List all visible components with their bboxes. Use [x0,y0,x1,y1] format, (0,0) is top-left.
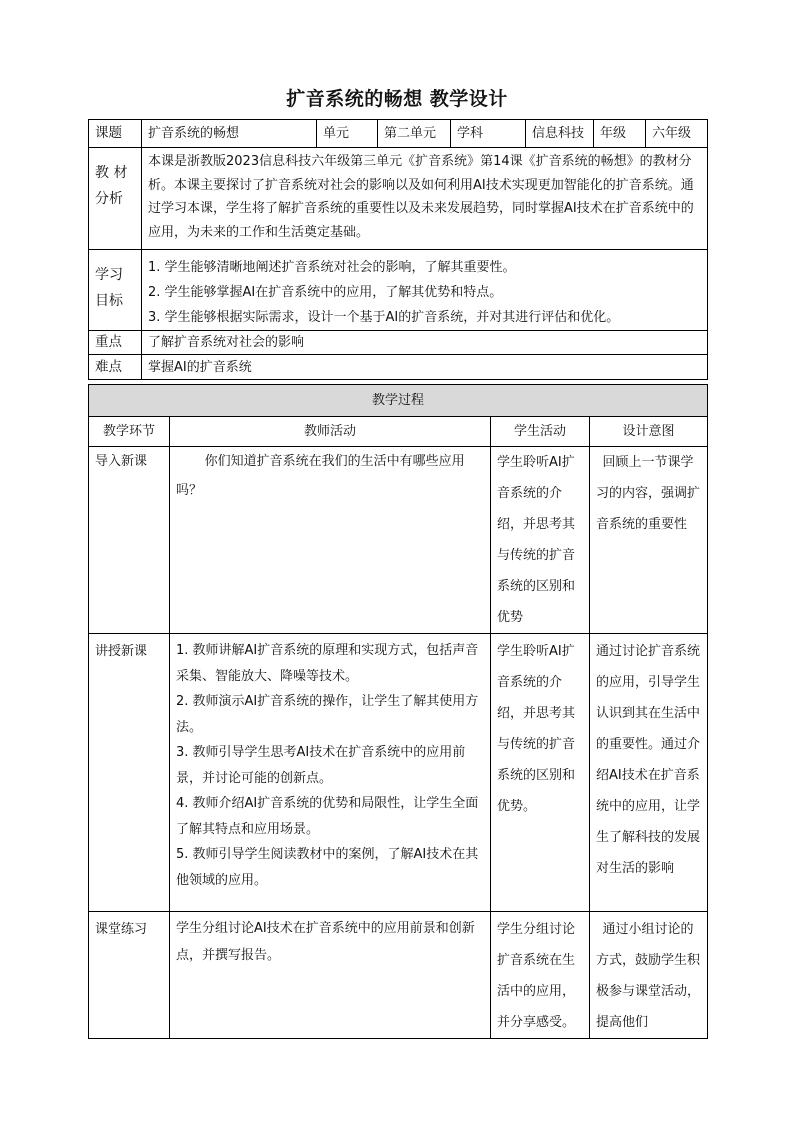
goal-item: 1. 学生能够清晰地阐述扩音系统对社会的影响，了解其重要性。 [148,260,516,275]
column-header: 教学环节 [89,417,170,447]
table-row [89,912,708,1039]
unit-label: 单元 [317,120,378,148]
teacher-activity-cell [170,447,491,634]
unit-value: 第二单元 [378,120,451,148]
goal-item: 3. 学生能够根据实际需求，设计一个基于AI的扩音系统，并对其进行评估和优化。 [148,310,620,325]
teacher-activity-item: 4. 教师介绍AI扩音系统的优势和局限性，让学生全面了解其特点和应用场景。 [176,796,479,837]
document-title: 扩音系统的畅想 教学设计 [286,88,508,110]
key-label: 重点 [89,331,142,355]
difficulty-label: 难点 [89,355,142,380]
analysis-label: 教 材 分析 [89,148,142,250]
goals-list [142,250,708,331]
grade-value: 六年级 [646,120,708,148]
teacher-activity-item: 5. 教师引导学生阅读教材中的案例，了解AI技术在其他领域的应用。 [176,847,479,888]
goal-item: 2. 学生能够掌握AI在扩音系统中的应用，了解其优势和特点。 [148,285,503,300]
stage-cell: 课堂练习 [89,912,170,1039]
student-activity-cell: 学生聆听AI扩音系统的介绍，并思考其与传统的扩音系统的区别和优势 [491,447,590,634]
grade-label: 年级 [594,120,646,148]
student-activity-cell: 学生分组讨论扩音系统在生活中的应用，并分享感受。 [491,912,590,1039]
teacher-activity-item: 学生分组讨论AI技术在扩音系统中的应用前景和创新点，并撰写报告。 [176,921,475,963]
stage-cell: 讲授新课 [89,634,170,912]
teaching-process-table [88,384,708,1039]
difficulty-value: 掌握AI的扩音系统 [142,355,708,380]
course-label: 课题 [89,120,142,148]
teacher-activity-item: 你们知道扩音系统在我们的生活中有哪些应用吗？ [176,454,465,498]
table-row [89,447,708,634]
goals-label: 学习 目标 [89,250,142,331]
column-header: 设计意图 [590,417,708,447]
subject-label: 学科 [451,120,526,148]
design-intent-cell: 回顾上一节课学习的内容，强调扩音系统的重要性 [590,447,708,634]
process-heading: 教学过程 [89,385,708,417]
table-row [89,634,708,912]
key-value: 了解扩音系统对社会的影响 [142,331,708,355]
design-intent-cell: 通过讨论扩音系统的应用，引导学生认识到其在生活中的重要性。通过介绍AI技术在扩音系统中的应用，让学生了解科技的发展对生活的影响 [590,634,708,912]
teacher-activity-item: 2. 教师演示AI扩音系统的操作，让学生了解其使用方法。 [176,694,479,735]
teacher-activity-cell [170,912,491,1039]
teacher-activity-item: 1. 教师讲解AI扩音系统的原理和实现方式，包括声音采集、智能放大、降噪等技术。 [176,643,479,684]
teacher-activity-item: 3. 教师引导学生思考AI技术在扩音系统中的应用前景，并讨论可能的创新点。 [176,745,466,786]
column-header: 教师活动 [170,417,491,447]
course-value: 扩音系统的畅想 [142,120,317,148]
subject-value: 信息科技 [526,120,594,148]
teacher-activity-cell [170,634,491,912]
column-header: 学生活动 [491,417,590,447]
design-intent-cell: 通过小组讨论的方式，鼓励学生积极参与课堂活动，提高他们 [590,912,708,1039]
stage-cell: 导入新课 [89,447,170,634]
lesson-info-table [88,119,708,380]
analysis-text: 本课是浙教版2023信息科技六年级第三单元《扩音系统》第14课《扩音系统的畅想》的教材分析。本课主要探讨了扩音系统对社会的影响以及如何利用AI技术实现更加智能化的扩音系统。通过学习本课，学生将了解扩音系统的重要性以及未来发展趋势，同时掌握AI技术在扩音系统中的应用，为未来的工作和生活奠定基础。 [142,148,708,250]
student-activity-cell: 学生聆听AI扩音系统的介绍，并思考其与传统的扩音系统的区别和优势。 [491,634,590,912]
